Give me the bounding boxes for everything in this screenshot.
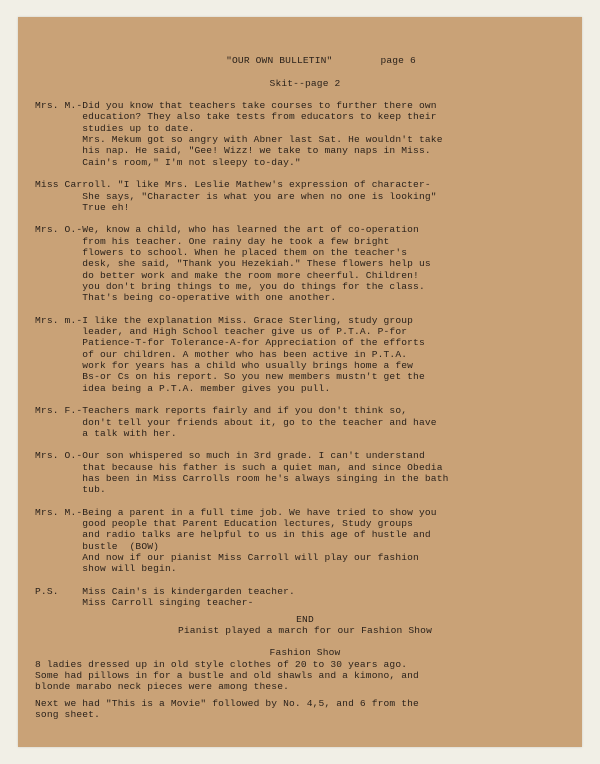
- paragraph-mrs-m-2: [35, 315, 575, 394]
- text-line: desk, she said, "Thank you Hezekiah." These flowers help us: [35, 258, 431, 270]
- fashion-show-title: Fashion Show: [269, 647, 341, 659]
- text-line: his nap. He said, "Gee! Wizz! we take to many naps in Miss.: [35, 145, 431, 157]
- paragraph-ps: [35, 586, 575, 609]
- page-number: page 6: [380, 55, 416, 66]
- page-text: [35, 55, 575, 720]
- text-line: do better work and make the room more cheerful. Children!: [35, 269, 419, 281]
- text-line: P.S. Miss Cain's is kindergarden teacher.: [35, 585, 295, 597]
- text-line: and radio talks are helpful to us in this age of hustle and: [35, 529, 431, 541]
- text-line: of our children. A mother who has been active in P.T.A.: [35, 348, 408, 360]
- text-line: Miss Carroll. "I like Mrs. Leslie Mathew's expression of character-: [35, 179, 431, 191]
- text-line: idea being a P.T.A. member gives you pull.: [35, 382, 331, 394]
- page-header: [67, 55, 575, 66]
- text-line: Mrs. O.-Our son whispered so much in 3rd grade. I can't understand: [35, 450, 425, 462]
- text-line: True eh!: [35, 201, 130, 213]
- text-line: good people that Parent Education lectures, Study groups: [35, 518, 414, 530]
- text-line: Next we had "This is a Movie" followed by No. 4,5, and 6 from the: [35, 697, 419, 709]
- text-line: don't tell your friends about it, go to the teacher and have: [35, 416, 437, 428]
- end-mark: END: [296, 613, 314, 625]
- bulletin-title: "OUR OWN BULLETIN": [226, 55, 333, 66]
- skit-subheader: Skit--page 2: [269, 77, 341, 89]
- text-line: Mrs. m.-I like the explanation Miss. Grace Sterling, study group: [35, 314, 414, 326]
- text-line: from his teacher. One rainy day he took a few bright: [35, 235, 390, 247]
- text-line: That's being co-operative with one another.: [35, 292, 337, 304]
- fashion-show-text: [35, 659, 575, 693]
- paragraph-miss-carroll: [35, 179, 575, 213]
- text-line: And now if our pianist Miss Carroll will play our fashion: [35, 552, 419, 564]
- text-line: Mrs. Mekum got so angry with Abner last Sat. He wouldn't take: [35, 134, 443, 146]
- text-line: Patience-T-for Tolerance-A-for Appreciation of the efforts: [35, 337, 425, 349]
- text-line: Mrs. M.-Being a parent in a full time job. We have tried to show you: [35, 506, 437, 518]
- text-line: Mrs. M.-Did you know that teachers take courses to further there own: [35, 100, 437, 112]
- text-line: Cain's room," I'm not sleepy to-day.": [35, 156, 301, 168]
- text-line: education? They also take tests from educators to keep their: [35, 111, 437, 123]
- text-line: has been in Miss Carrolls room he's always singing in the bath: [35, 472, 449, 484]
- paragraph-mrs-m-3: [35, 507, 575, 575]
- text-line: Mrs. F.-Teachers mark reports fairly and if you don't think so,: [35, 405, 408, 417]
- text-line: tub.: [35, 484, 106, 496]
- closing-text: [35, 698, 575, 721]
- paragraph-mrs-f: [35, 405, 575, 439]
- paragraph-mrs-m-1: [35, 100, 575, 168]
- text-line: Some had pillows in for a bustle and old shawls and a kimono, and: [35, 670, 419, 682]
- paragraph-mrs-o-1: [35, 224, 575, 303]
- pianist-line: Pianist played a march for our Fashion Show: [177, 624, 432, 636]
- text-line: studies up to date.: [35, 122, 195, 134]
- typed-page: [18, 17, 582, 747]
- text-line: song sheet.: [35, 708, 100, 720]
- text-line: a talk with her.: [35, 427, 177, 439]
- paragraph-mrs-o-2: [35, 450, 575, 495]
- text-line: Bs-or Cs on his report. So you new members mustn't get the: [35, 371, 425, 383]
- text-line: 8 ladies dressed up in old style clothes of 20 to 30 years ago.: [35, 658, 408, 670]
- text-line: leader, and High School teacher give us of P.T.A. P-for: [35, 326, 408, 338]
- text-line: Miss Carroll singing teacher-: [35, 597, 254, 609]
- text-line: Mrs. O.-We, know a child, who has learned the art of co-operation: [35, 224, 419, 236]
- text-line: that because his father is such a quiet man, and since Obedia: [35, 461, 443, 473]
- text-line: She says, "Character is what you are when no one is looking": [35, 190, 437, 202]
- text-line: you don't bring things to me, you do things for the class.: [35, 280, 425, 292]
- text-line: flowers to school. When he placed them on the teacher's: [35, 247, 408, 259]
- text-line: work for years has a child who usually brings home a few: [35, 360, 414, 372]
- text-line: show will begin.: [35, 563, 177, 575]
- text-line: bustle (BOW): [35, 540, 160, 552]
- text-line: blonde marabo neck pieces were among these.: [35, 681, 290, 693]
